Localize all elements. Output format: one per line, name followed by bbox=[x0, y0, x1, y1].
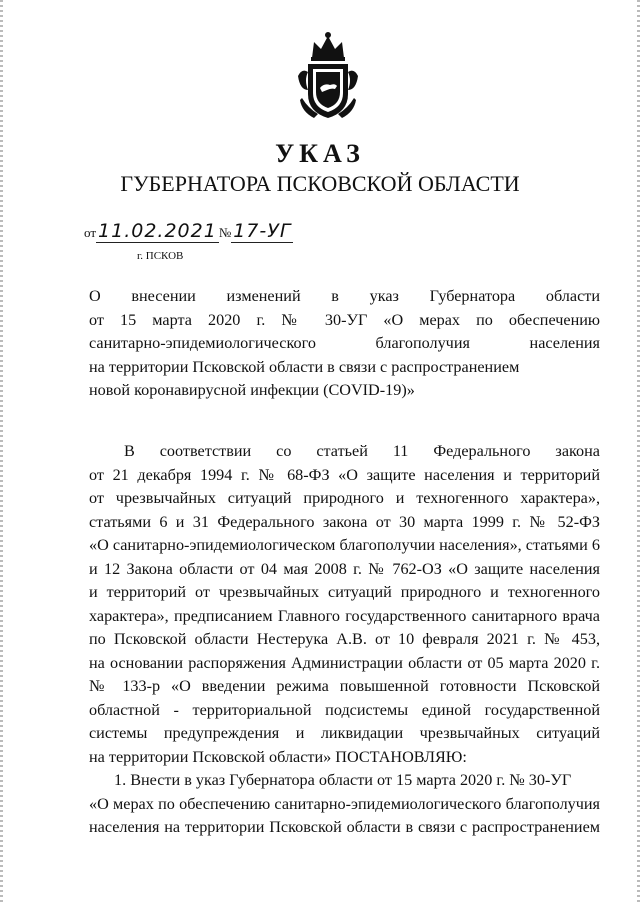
body-line: и 12 Закона области от 04 мая 2008 г. № 762-ОЗ «О защите населения bbox=[89, 559, 600, 578]
subject-line: от 15 марта 2020 г. № 30-УГ «О мерах по обеспечению bbox=[89, 310, 600, 329]
scan-edge-left bbox=[0, 0, 3, 905]
body-line: характера», предписанием Главного государственного санитарного врача bbox=[89, 606, 600, 625]
handwritten-number: 17-УГ bbox=[233, 220, 292, 242]
body-line: областной - территориальной подсистемы единой государственной bbox=[89, 700, 600, 719]
body-line: по Псковской области Нестерука А.В. от 10 февраля 2021 г. № 453, bbox=[89, 630, 600, 648]
signature-date-line bbox=[84, 220, 293, 242]
document-subtitle: ГУБЕРНАТОРА ПСКОВСКОЙ ОБЛАСТИ bbox=[120, 171, 520, 196]
number-prefix: № bbox=[218, 225, 232, 240]
body-line: на территории Псковской области» ПОСТАНОВЛЯЮ: bbox=[89, 747, 467, 766]
body-line: 1. Внести в указ Губернатора области от 15 марта 2020 г. № 30-УГ bbox=[114, 771, 572, 789]
coat-of-arms-emblem bbox=[294, 28, 362, 120]
city-label: г. ПСКОВ bbox=[137, 250, 184, 262]
body-line: от 21 декабря 1994 г. № 68-ФЗ «О защите населения и территорий bbox=[89, 465, 600, 484]
subject-line: новой коронавирусной инфекции (COVID-19)» bbox=[89, 381, 415, 399]
body-line: статьями 6 и 31 Федерального закона от 30 марта 1999 г. № 52-ФЗ bbox=[89, 512, 600, 531]
body-line: В соответствии со статьей 11 Федерального закона bbox=[124, 442, 600, 460]
subject-line: санитарно-эпидемиологического благополучия населения bbox=[89, 334, 600, 352]
body-line: и территорий от чрезвычайных ситуаций природного и техногенного bbox=[89, 583, 600, 601]
document-body bbox=[89, 440, 600, 840]
subject-line: на территории Псковской области в связи с распространением bbox=[89, 357, 520, 376]
subject-line: О внесении изменений в указ Губернатора области bbox=[89, 287, 600, 305]
body-line: № 133-р «О введении режима повышенной готовности Псковской bbox=[89, 677, 600, 695]
body-line: системы предупреждения и ликвидации чрезвычайных ситуаций bbox=[89, 724, 600, 742]
document-title: УКАЗ bbox=[275, 139, 365, 168]
body-line: населения на территории Псковской области в связи с распространением bbox=[89, 818, 600, 836]
document-subject bbox=[89, 285, 600, 403]
body-line: на основании распоряжения Администрации области от 05 марта 2020 г. bbox=[89, 653, 600, 672]
body-line: от чрезвычайных ситуаций природного и техногенного характера», bbox=[89, 489, 600, 507]
date-prefix: от bbox=[84, 225, 97, 240]
body-line: «О мерах по обеспечению санитарно-эпидемиологического благополучия bbox=[89, 794, 600, 813]
handwritten-date: 11.02.2021 bbox=[98, 220, 217, 242]
body-line: «О санитарно-эпидемиологическом благополучии населения», статьями 6 bbox=[89, 536, 600, 554]
